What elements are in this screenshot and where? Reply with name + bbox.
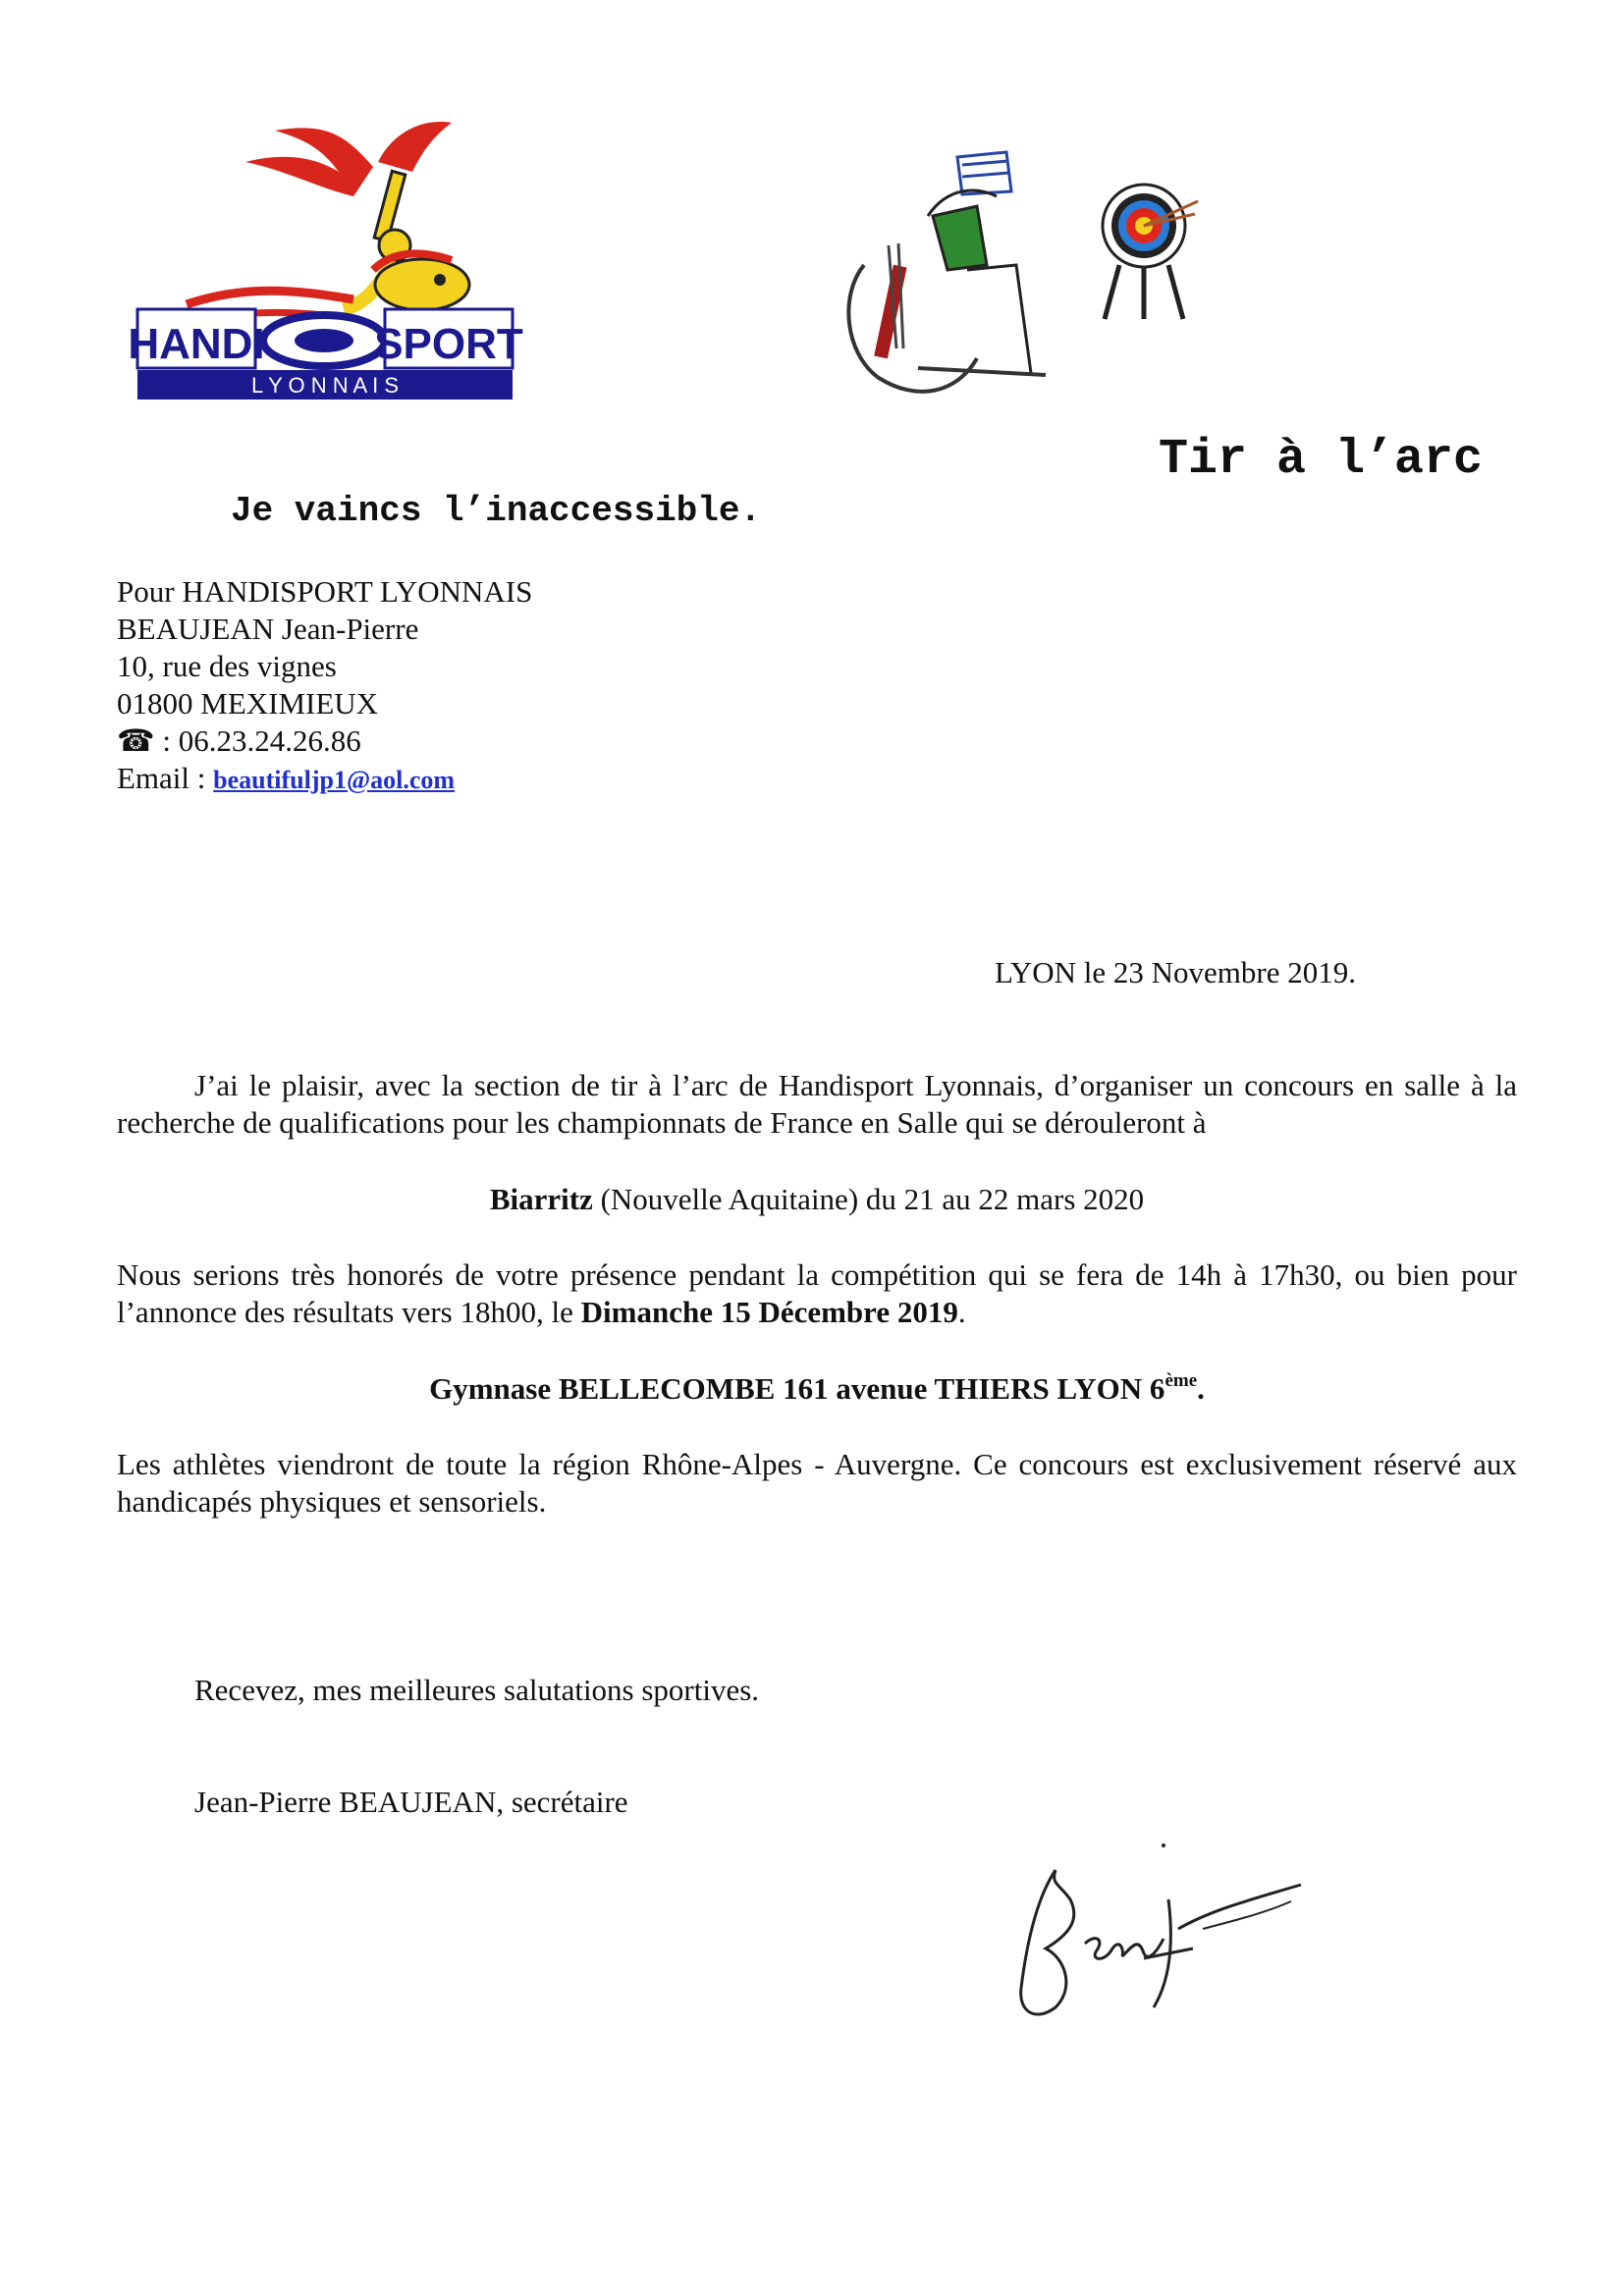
svg-text:L Y O N N A I S: L Y O N N A I S: [250, 373, 400, 398]
email-link[interactable]: beautifuljp1@aol.com: [213, 766, 456, 794]
paragraph-intro-text: J’ai le plaisir, avec la section de tir à l’arc de Handisport Lyonnais, d’organiser un concours en salle à la recherche de qualifications pour les championnats de France en Salle qui se dérouleront à: [117, 1068, 1517, 1140]
sender-line-1: Pour HANDISPORT LYONNAIS: [117, 574, 533, 609]
mascot-torch-icon: [128, 113, 530, 407]
handisport-lyonnais-logo: [128, 113, 530, 407]
signature: [997, 1841, 1311, 2037]
sender-line-2: BEAUJEAN Jean-Pierre: [117, 612, 419, 646]
paragraph-location: [117, 1181, 1517, 1218]
target-icon: [1103, 185, 1198, 319]
paragraph-intro: [117, 1067, 1517, 1142]
phone-number: : 06.23.24.26.86: [154, 723, 361, 758]
invitation-text: Nous serions très honorés de votre présence pendant la compétition qui se fera de 14h à 17h30, ou bien pour l’annonce des résultats vers 18h00, le: [117, 1257, 1517, 1329]
venue-end: .: [1197, 1371, 1205, 1406]
closing-greeting: Recevez, mes meilleures salutations sportives.: [194, 1673, 760, 1707]
date-line: LYON le 23 Novembre 2019.: [995, 955, 1356, 989]
email-label: Email :: [117, 761, 214, 795]
svg-text:HANDI: HANDI: [128, 320, 265, 368]
venue-superscript: ème: [1164, 1370, 1198, 1391]
paragraph-venue: [117, 1370, 1517, 1408]
archery-logo: [839, 147, 1203, 402]
invitation-end: .: [957, 1295, 966, 1329]
invitation-date: Dimanche 15 Décembre 2019: [580, 1295, 958, 1329]
athletes-text: Les athlètes viendront de toute la région Rhône-Alpes - Auvergne. Ce concours est exclusivement réservé aux handicapés physiques et sensoriels.: [117, 1447, 1517, 1519]
paragraph-invitation: [117, 1256, 1517, 1331]
venue-text: Gymnase BELLECOMBE 161 avenue THIERS LYON 6: [429, 1371, 1165, 1406]
sender-address: [117, 573, 804, 799]
phone-icon: ☎: [117, 723, 155, 758]
motto: Je vaincs l’inaccessible.: [231, 491, 762, 531]
closing-signoff: Jean-Pierre BEAUJEAN, secrétaire: [194, 1785, 628, 1819]
svg-text:SPORT: SPORT: [374, 320, 523, 368]
wheelchair-archer-icon: [839, 147, 1203, 402]
location-rest: (Nouvelle Aquitaine) du 21 au 22 mars 2020: [592, 1182, 1145, 1216]
sender-line-4: 01800 MEXIMIEUX: [117, 686, 379, 721]
sender-phone: [117, 722, 804, 760]
sender-line-3: 10, rue des vignes: [117, 649, 337, 683]
location-bold: Biarritz: [489, 1182, 593, 1216]
signature-icon: [997, 1841, 1311, 2037]
paragraph-athletes: [117, 1446, 1517, 1521]
page-title: Tir à l’arc: [1159, 432, 1484, 488]
sender-email: [117, 760, 804, 799]
